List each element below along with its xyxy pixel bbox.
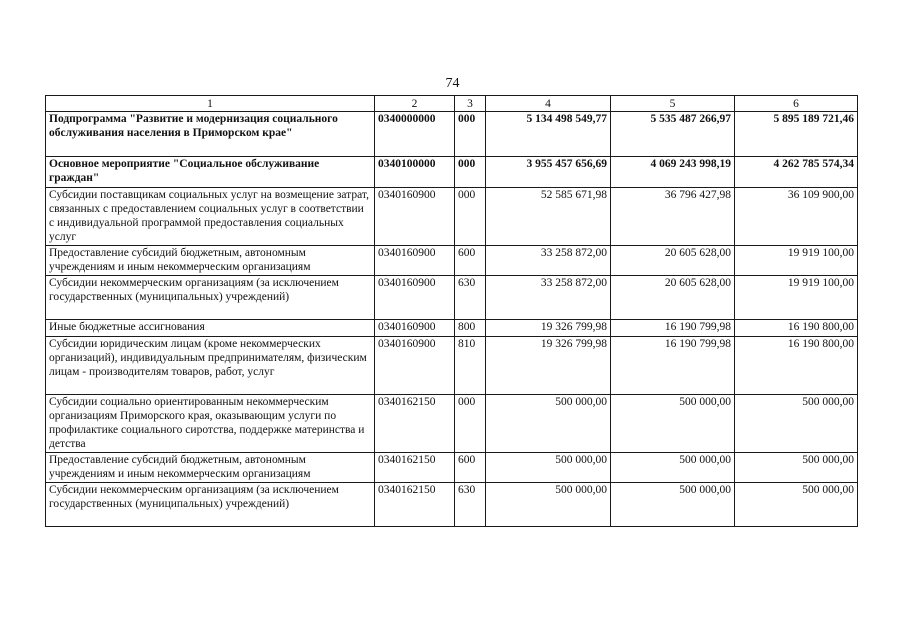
- row-category: 000: [455, 157, 486, 188]
- column-header: 3: [455, 96, 486, 112]
- table-row: [46, 453, 858, 483]
- row-name: Основное мероприятие "Социальное обслуживание граждан": [46, 157, 375, 188]
- row-amount-4: 5 134 498 549,77: [486, 112, 611, 157]
- page-number: 74: [445, 76, 460, 91]
- column-header: 2: [375, 96, 455, 112]
- row-name: Иные бюджетные ассигнования: [46, 320, 375, 337]
- row-amount-6: 5 895 189 721,46: [735, 112, 858, 157]
- column-header: 5: [611, 96, 735, 112]
- table-row: [46, 337, 858, 395]
- column-header: 4: [486, 96, 611, 112]
- row-category: 000: [455, 188, 486, 246]
- row-amount-6: 500 000,00: [735, 453, 858, 483]
- row-code: 0340160900: [375, 320, 455, 337]
- table-row: [46, 157, 858, 188]
- row-name: Предоставление субсидий бюджетным, автономным учреждениям и иным некоммерческим организациям: [46, 246, 375, 276]
- row-category: 630: [455, 483, 486, 527]
- row-amount-5: 5 535 487 266,97: [611, 112, 735, 157]
- table-row: [46, 483, 858, 527]
- row-code: 0340160900: [375, 188, 455, 246]
- row-amount-5: 500 000,00: [611, 453, 735, 483]
- row-amount-4: 500 000,00: [486, 453, 611, 483]
- column-header: 1: [46, 96, 375, 112]
- row-category: 600: [455, 453, 486, 483]
- row-amount-6: 19 919 100,00: [735, 246, 858, 276]
- row-amount-4: 3 955 457 656,69: [486, 157, 611, 188]
- row-amount-6: 500 000,00: [735, 395, 858, 453]
- table-row: [46, 112, 858, 157]
- row-amount-5: 4 069 243 998,19: [611, 157, 735, 188]
- row-code: 0340000000: [375, 112, 455, 157]
- row-category: 000: [455, 112, 486, 157]
- row-code: 0340162150: [375, 483, 455, 527]
- table-row: [46, 320, 858, 337]
- row-amount-4: 52 585 671,98: [486, 188, 611, 246]
- row-name: Подпрограмма "Развитие и модернизация социального обслуживания населения в Приморском крае": [46, 112, 375, 157]
- row-amount-6: 4 262 785 574,34: [735, 157, 858, 188]
- row-amount-5: 500 000,00: [611, 483, 735, 527]
- row-category: 810: [455, 337, 486, 395]
- row-amount-5: 16 190 799,98: [611, 320, 735, 337]
- row-name: Предоставление субсидий бюджетным, автономным учреждениям и иным некоммерческим организациям: [46, 453, 375, 483]
- row-amount-6: 16 190 800,00: [735, 320, 858, 337]
- row-category: 630: [455, 276, 486, 320]
- row-amount-5: 36 796 427,98: [611, 188, 735, 246]
- table-row: [46, 395, 858, 453]
- row-category: 800: [455, 320, 486, 337]
- row-amount-4: 33 258 872,00: [486, 246, 611, 276]
- row-code: 0340162150: [375, 453, 455, 483]
- row-amount-5: 20 605 628,00: [611, 276, 735, 320]
- row-name: Субсидии некоммерческим организациям (за исключением государственных (муниципальных) учреждений): [46, 483, 375, 527]
- row-amount-5: 16 190 799,98: [611, 337, 735, 395]
- row-code: 0340162150: [375, 395, 455, 453]
- row-amount-4: 19 326 799,98: [486, 337, 611, 395]
- row-name: Субсидии поставщикам социальных услуг на возмещение затрат, связанных с предоставлением социальных услуг в соответствии с индивидуальной программой предоставления социальных услуг: [46, 188, 375, 246]
- row-amount-4: 33 258 872,00: [486, 276, 611, 320]
- row-name: Субсидии социально ориентированным некоммерческим организациям Приморского края, оказывающим услуги по профилактике социального сиротства, поддержке материнства и детства: [46, 395, 375, 453]
- row-amount-6: 19 919 100,00: [735, 276, 858, 320]
- budget-table: [45, 95, 858, 527]
- table-row: [46, 276, 858, 320]
- row-amount-6: 500 000,00: [735, 483, 858, 527]
- row-code: 0340160900: [375, 276, 455, 320]
- row-category: 600: [455, 246, 486, 276]
- row-amount-5: 500 000,00: [611, 395, 735, 453]
- row-amount-6: 36 109 900,00: [735, 188, 858, 246]
- row-amount-4: 19 326 799,98: [486, 320, 611, 337]
- row-amount-5: 20 605 628,00: [611, 246, 735, 276]
- table-row: [46, 188, 858, 246]
- row-code: 0340160900: [375, 246, 455, 276]
- row-code: 0340100000: [375, 157, 455, 188]
- row-amount-4: 500 000,00: [486, 395, 611, 453]
- row-amount-6: 16 190 800,00: [735, 337, 858, 395]
- row-name: Субсидии юридическим лицам (кроме некоммерческих организаций), индивидуальным предпринимателям, физическим лицам - производителям товаров, работ, услуг: [46, 337, 375, 395]
- row-amount-4: 500 000,00: [486, 483, 611, 527]
- row-code: 0340160900: [375, 337, 455, 395]
- column-number-row: [46, 96, 858, 112]
- column-header: 6: [735, 96, 858, 112]
- row-category: 000: [455, 395, 486, 453]
- row-name: Субсидии некоммерческим организациям (за исключением государственных (муниципальных) учреждений): [46, 276, 375, 320]
- table-row: [46, 246, 858, 276]
